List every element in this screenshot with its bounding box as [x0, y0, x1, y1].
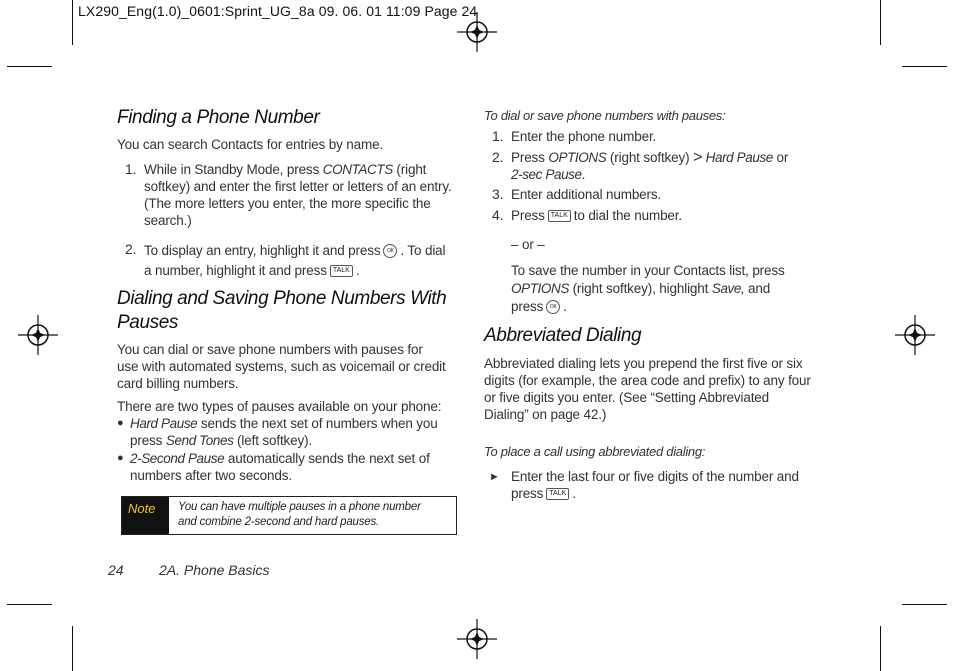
abbreviated-subheading: To place a call using abbreviated dialing: — [484, 444, 706, 459]
finding-intro: You can search Contacts for entries by name. — [117, 137, 384, 152]
finding-step-1: 1. While in Standby Mode, press CONTACTS (right softkey) and enter the first letter or letters of an entry. (The more letters you enter, the more specific the search.) — [125, 161, 452, 228]
section-title-abbreviated: Abbreviated Dialing — [484, 325, 642, 346]
pauses-subheading: To dial or save phone numbers with pauses: — [484, 108, 726, 123]
finding-step-2: 2. To display an entry, highlight it and press OK . To dial a number, highlight it and press TALK . — [125, 241, 446, 278]
crop-mark — [902, 66, 947, 67]
registration-mark-icon — [457, 12, 497, 52]
crop-mark — [72, 0, 73, 45]
dialing-intro: You can dial or save phone numbers with pauses for use with automated systems, such as voicemail or credit card billing numbers. — [117, 342, 446, 391]
or-separator: – or – — [511, 237, 545, 252]
section-title-finding: Finding a Phone Number — [117, 107, 320, 128]
abbreviated-step: ► Enter the last four or five digits of the number and press TALK . — [489, 469, 799, 501]
pause-step-4: 4. Press TALK to dial the number. — [492, 207, 682, 223]
registration-mark-icon — [895, 315, 935, 355]
section-footer: 2A. Phone Basics — [159, 562, 270, 578]
talk-key-icon: TALK — [548, 210, 571, 222]
talk-key-icon: TALK — [330, 265, 353, 277]
crop-mark — [880, 0, 881, 45]
registration-mark-icon — [457, 619, 497, 659]
crop-mark — [902, 604, 947, 605]
crop-mark — [7, 66, 52, 67]
pause-step-2: 2. Press OPTIONS (right softkey) > Hard Pause or 2-sec Pause. — [492, 149, 789, 182]
menu-ok-key-icon: OK — [546, 300, 560, 314]
abbreviated-intro: Abbreviated dialing lets you prepend the first five or six digits (for example, the area code and prefix) to any four or five digits you enter. (See “Setting Abbreviated Dialing” on page 42.) — [484, 356, 811, 422]
bullet-2-second-pause: ● 2-Second Pause automatically sends the next set of numbers after two seconds. — [117, 451, 430, 483]
pause-types-intro: There are two types of pauses available on your phone: — [117, 399, 442, 414]
pause-step-1: 1. Enter the phone number. — [492, 128, 657, 144]
save-instructions: To save the number in your Contacts list, press OPTIONS (right softkey), highlight Save, and press OK . — [511, 263, 785, 314]
page-number: 24 — [108, 562, 124, 578]
section-title-dialing: Dialing and Saving Phone Numbers With Pauses — [117, 288, 447, 333]
note-box — [121, 496, 457, 535]
pause-step-3: 3. Enter additional numbers. — [492, 186, 662, 202]
note-label: Note — [122, 497, 169, 534]
arrow-bullet-icon: ► — [489, 471, 500, 483]
note-text: You can have multiple pauses in a phone number and combine 2-second and hard pauses. — [178, 501, 421, 528]
print-slug: LX290_Eng(1.0)_0601:Sprint_UG_8a 09. 06. 01 11:09 Page 24 — [78, 3, 478, 19]
talk-key-icon: TALK — [546, 488, 569, 500]
crop-mark — [7, 604, 52, 605]
bullet-hard-pause: ● Hard Pause sends the next set of numbers when you press Send Tones (left softkey). — [117, 416, 438, 448]
crop-mark — [72, 626, 73, 671]
crop-mark — [880, 626, 881, 671]
registration-mark-icon — [18, 315, 58, 355]
menu-ok-key-icon: OK — [383, 244, 397, 258]
